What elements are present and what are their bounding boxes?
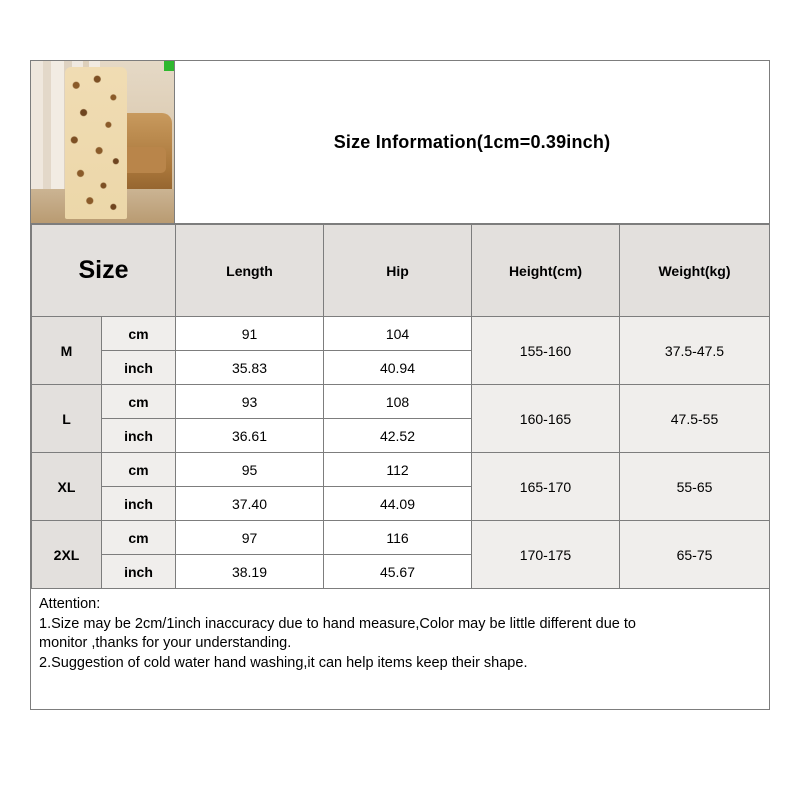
- cell-length-cm: 91: [176, 317, 324, 351]
- size-table: [31, 224, 770, 589]
- table-row: [32, 385, 770, 419]
- cell-hip-inch: 44.09: [324, 487, 472, 521]
- header-height: Height(cm): [472, 225, 620, 317]
- unit-inch: inch: [102, 487, 176, 521]
- unit-cm: cm: [102, 385, 176, 419]
- cell-hip-inch: 40.94: [324, 351, 472, 385]
- table-header-row: [32, 225, 770, 317]
- cell-hip-inch: 42.52: [324, 419, 472, 453]
- unit-inch: inch: [102, 419, 176, 453]
- unit-inch: inch: [102, 351, 176, 385]
- cell-length-cm: 97: [176, 521, 324, 555]
- cell-length-inch: 37.40: [176, 487, 324, 521]
- attention-line-1b: monitor ,thanks for your understanding.: [39, 635, 292, 652]
- unit-cm: cm: [102, 521, 176, 555]
- attention-line-1a: 1.Size may be 2cm/1inch inaccuracy due to hand measure,Color may be little different due to: [39, 615, 636, 632]
- cell-length-cm: 95: [176, 453, 324, 487]
- unit-cm: cm: [102, 317, 176, 351]
- cell-length-cm: 93: [176, 385, 324, 419]
- cell-length-inch: 36.61: [176, 419, 324, 453]
- cell-weight: 47.5-55: [620, 385, 770, 453]
- photo-model-pants: [65, 67, 127, 219]
- cell-hip-inch: 45.67: [324, 555, 472, 589]
- table-row: [32, 453, 770, 487]
- product-photo: [31, 61, 175, 223]
- unit-cm: cm: [102, 453, 176, 487]
- size-label-xl: XL: [32, 453, 102, 521]
- cell-hip-cm: 116: [324, 521, 472, 555]
- attention-note: [31, 589, 769, 679]
- page-title: Size Information(1cm=0.39inch): [333, 131, 611, 152]
- header-size: Size: [32, 225, 176, 317]
- attention-line-2: 2.Suggestion of cold water hand washing,it can help items keep their shape.: [39, 654, 528, 671]
- size-chart-container: [30, 60, 770, 710]
- cell-weight: 65-75: [620, 521, 770, 589]
- unit-inch: inch: [102, 555, 176, 589]
- cell-weight: 55-65: [620, 453, 770, 521]
- cell-height: 165-170: [472, 453, 620, 521]
- cell-hip-cm: 108: [324, 385, 472, 419]
- cell-height: 160-165: [472, 385, 620, 453]
- title-cell: [175, 61, 769, 223]
- header-weight: Weight(kg): [620, 225, 770, 317]
- chart-header: [31, 61, 769, 224]
- size-label-2xl: 2XL: [32, 521, 102, 589]
- cell-weight: 37.5-47.5: [620, 317, 770, 385]
- green-badge-icon: [164, 61, 174, 71]
- table-row: [32, 317, 770, 351]
- cell-length-inch: 35.83: [176, 351, 324, 385]
- header-length: Length: [176, 225, 324, 317]
- table-row: [32, 521, 770, 555]
- size-label-l: L: [32, 385, 102, 453]
- cell-hip-cm: 112: [324, 453, 472, 487]
- cell-height: 170-175: [472, 521, 620, 589]
- cell-hip-cm: 104: [324, 317, 472, 351]
- attention-heading: Attention:: [39, 596, 101, 612]
- header-hip: Hip: [324, 225, 472, 317]
- cell-length-inch: 38.19: [176, 555, 324, 589]
- size-label-m: M: [32, 317, 102, 385]
- cell-height: 155-160: [472, 317, 620, 385]
